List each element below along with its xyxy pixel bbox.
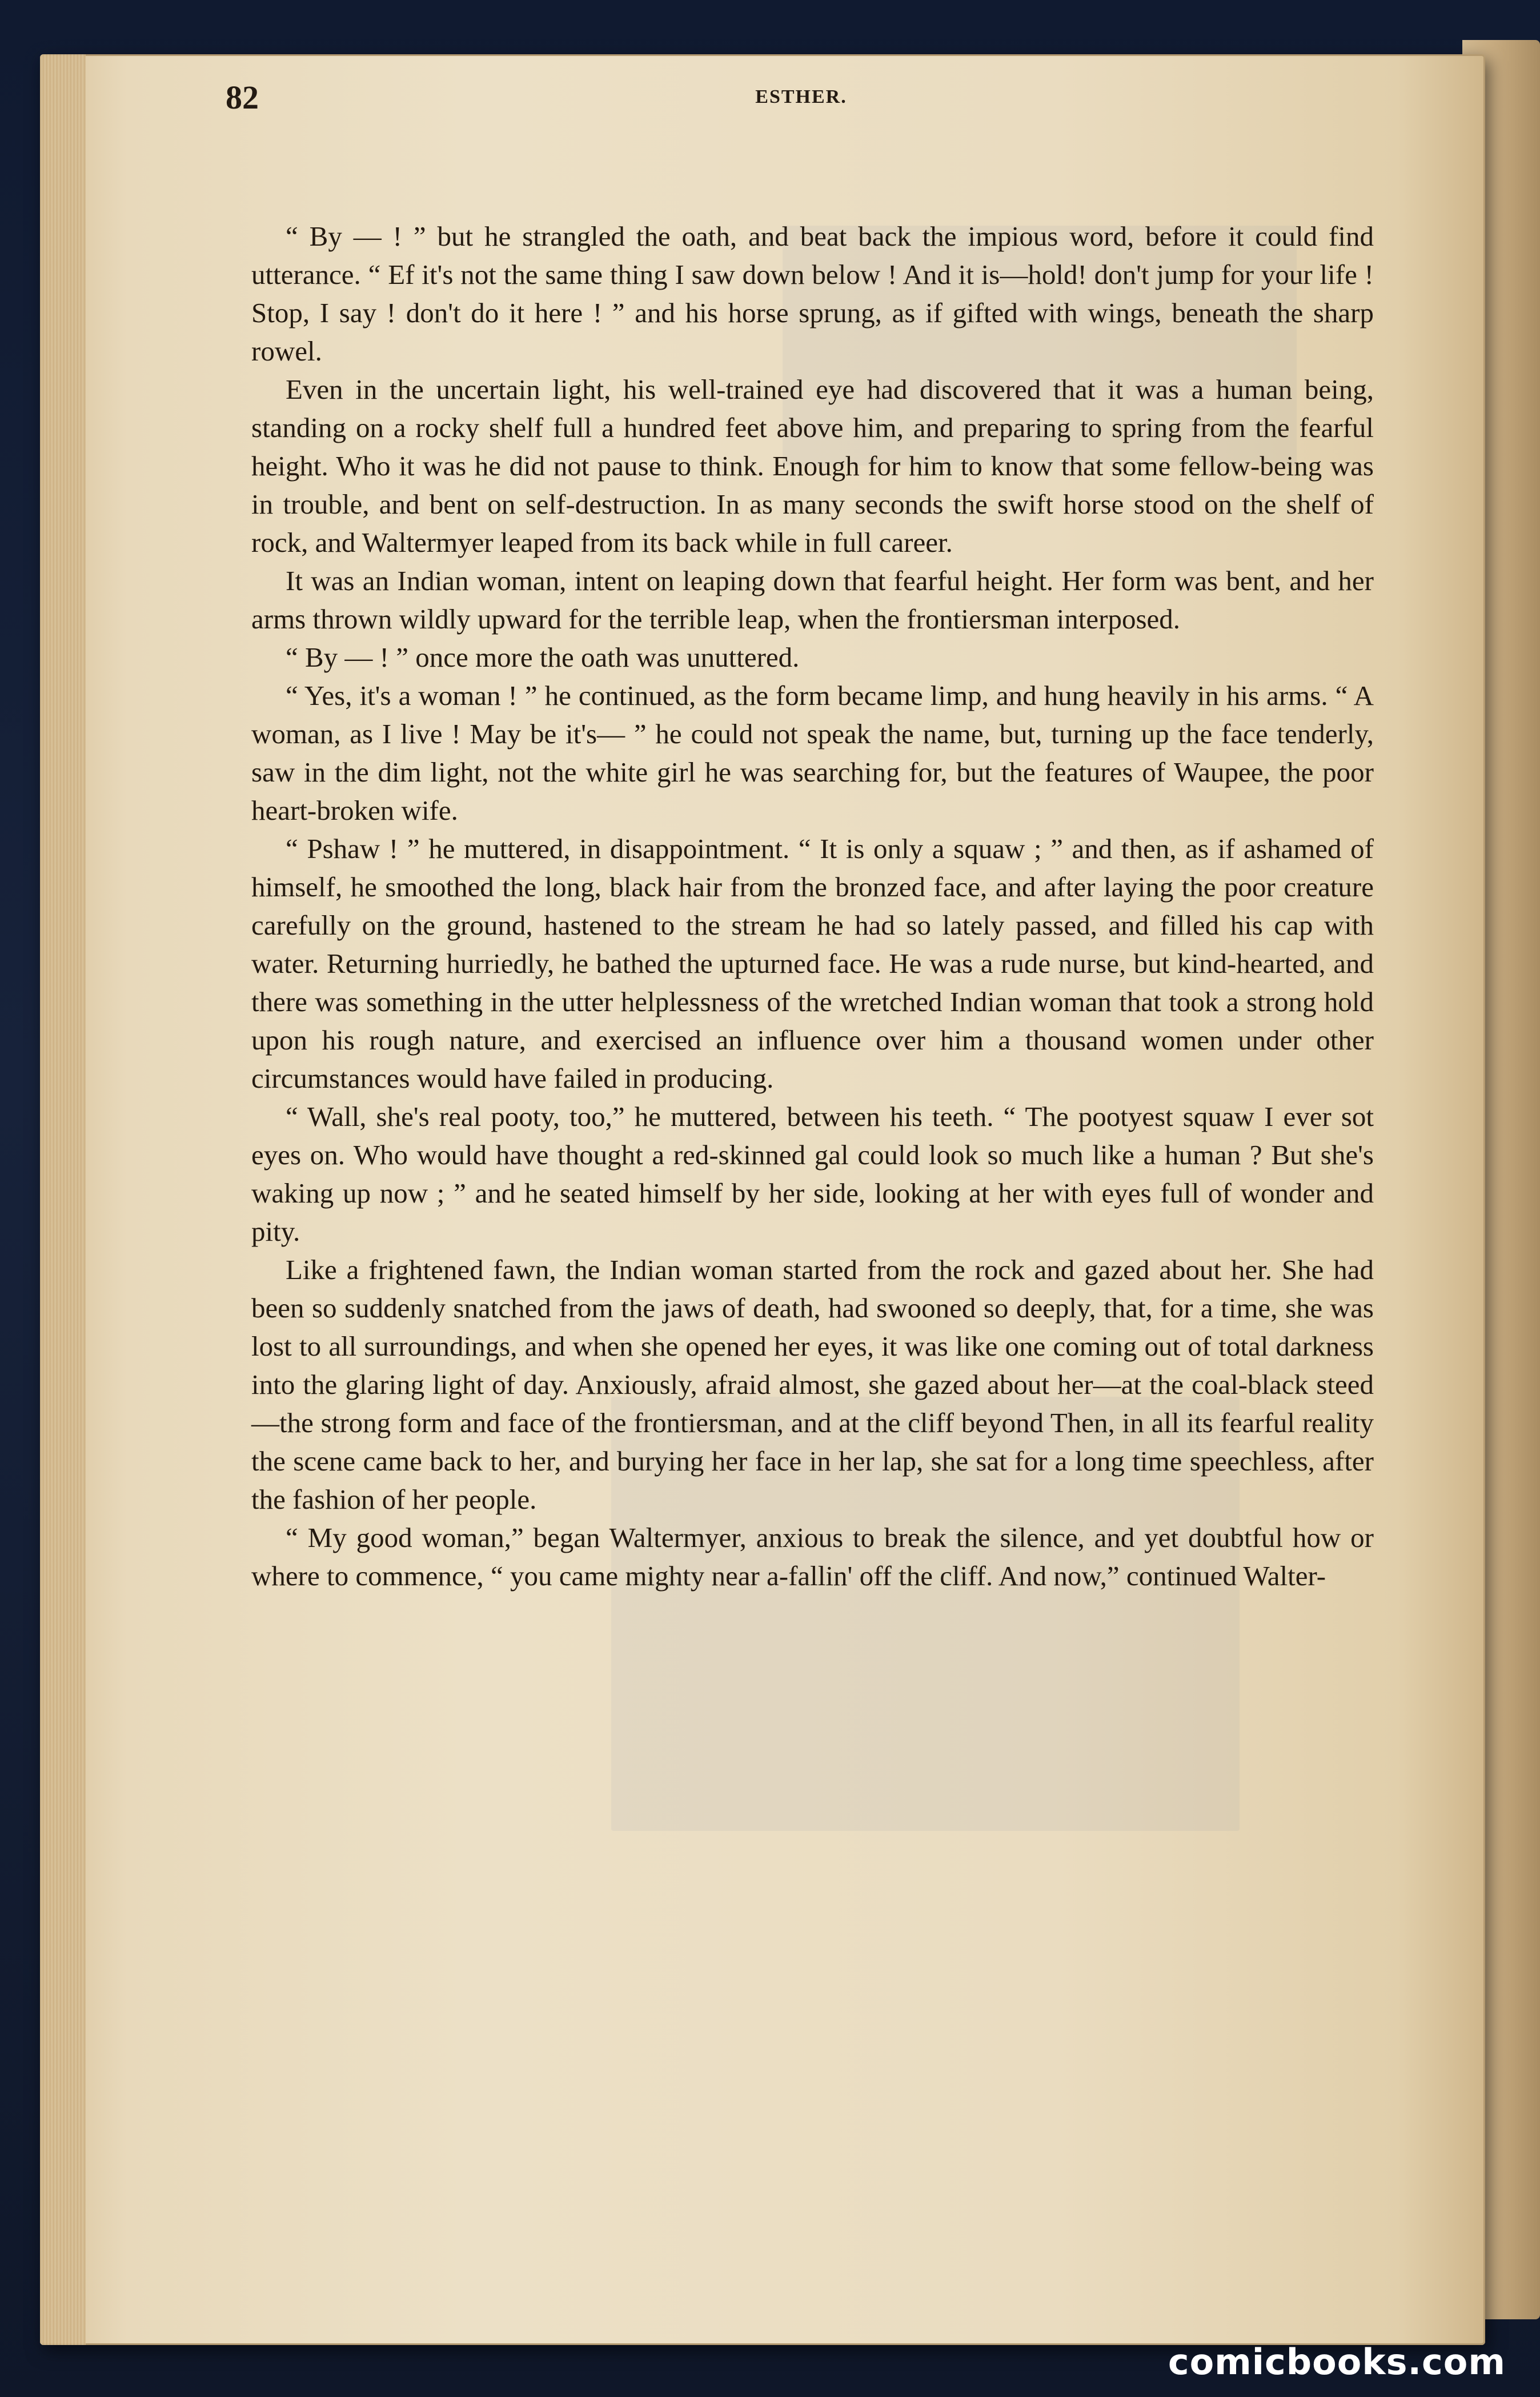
running-head: ESTHER. <box>755 86 847 107</box>
page-header <box>226 74 1377 120</box>
paragraph: “ By — ! ” but he strangled the oath, and beat back the impious word, before it could find utterance. “ Ef it's not the same thing I saw down below ! And it is—hold! don't jump for your life ! Stop, I say ! don't do it here ! ” and his horse sprung, as if gifted with wings, beneath the sharp rowel. <box>251 221 1374 367</box>
paragraph: Like a frightened fawn, the Indian woman started from the rock and gazed about her. She had been so suddenly snatched from the jaws of death, had swooned so deeply, that, for a time, she was lost to all surroundings, and when she opened her eyes, it was like one coming out of total darkness into the glaring light of day. Anxiously, afraid almost, she gazed about her—at the coal-black steed—the strong form and face of the frontiersman, and at the cliff beyond Then, in all its fearful reality the scene came back to her, and burying her face in her lap, she sat for a long time speechless, after the fashion of her people. <box>251 1254 1374 1515</box>
paragraph: Even in the uncertain light, his well-trained eye had discovered that it was a human being, standing on a rocky shelf full a hundred feet above him, and preparing to spring from the fearful height. Who it was he did not pause to think. Enough for him to know that some fellow-being was in trouble, and bent on self-destruction. In as many seconds the swift horse stood on the shelf of rock, and Waltermyer leaped from its back while in full career. <box>251 374 1374 558</box>
site-watermark: comicbooks.com <box>1168 2341 1506 2383</box>
paragraph: It was an Indian woman, intent on leaping down that fearful height. Her form was bent, and her arms thrown wildly upward for the terrible leap, when the frontiersman interposed. <box>251 565 1374 635</box>
page-edge <box>40 54 86 2345</box>
paragraph: “ My good woman,” began Waltermyer, anxious to break the silence, and yet doubtful how or where to commence, “ you came mighty near a-fallin' off the cliff. And now,” continued Walter- <box>251 1522 1374 1592</box>
page-number: 82 <box>226 78 259 116</box>
paragraph: “ By — ! ” once more the oath was unuttered. <box>286 642 800 673</box>
paragraph: “ Yes, it's a woman ! ” he continued, as the form became limp, and hung heavily in his arms. “ A woman, as I live ! May be it's— ” he could not speak the name, but, turning up the face tenderly, saw in the dim light, not the white girl he was searching for, but the features of Waupee, the poor heart-broken wife. <box>251 680 1374 826</box>
body-text <box>251 217 1374 1595</box>
paragraph: “ Pshaw ! ” he muttered, in disappointment. “ It is only a squaw ; ” and then, as if ashamed of himself, he smoothed the long, black hair from the bronzed face, and after laying the poor creature carefully on the ground, hastened to the stream he had so lately passed, and filled his cap with water. Returning hurriedly, he bathed the upturned face. He was a rude nurse, but kind-hearted, and there was something in the utter helplessness of the wretched Indian woman that took a strong hold upon his rough nature, and exercised an influence over him a thousand women under other circumstances would have failed in producing. <box>251 833 1374 1094</box>
paragraph: “ Wall, she's real pooty, too,” he muttered, between his teeth. “ The pootyest squaw I ever sot eyes on. Who would have thought a red-skinned gal could look so much like a human ? But she's waking up now ; ” and he seated himself by her side, looking at her with eyes full of wonder and pity. <box>251 1101 1374 1247</box>
